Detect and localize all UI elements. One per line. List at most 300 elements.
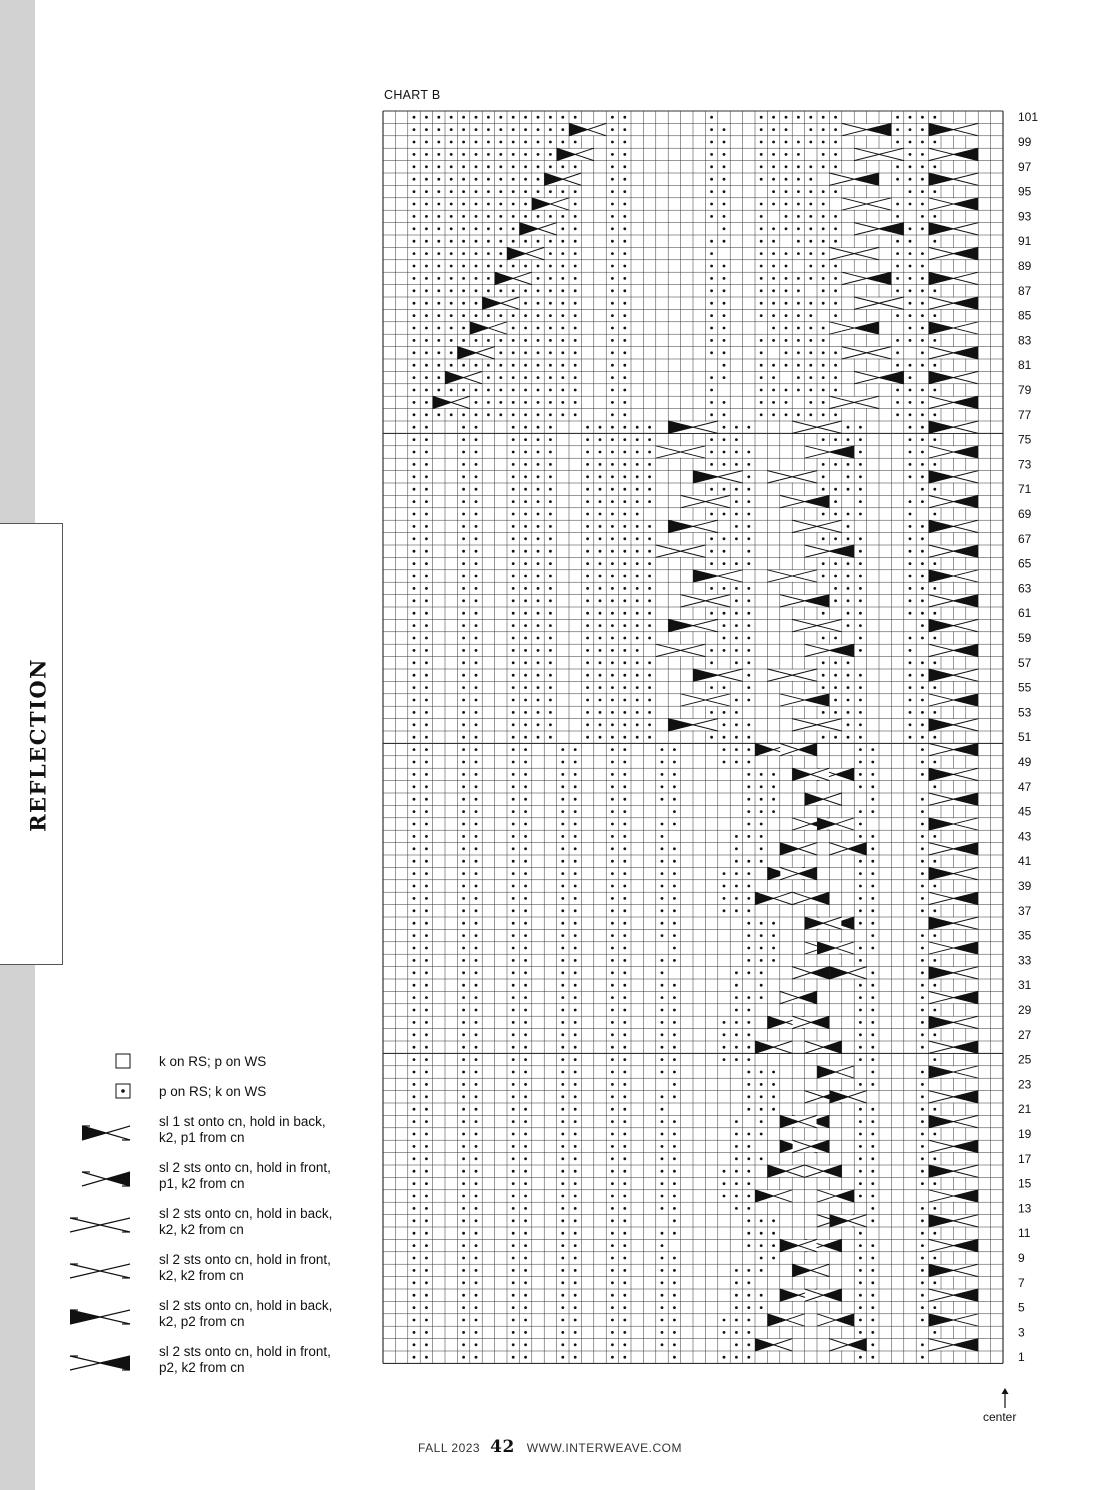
purl-dot [822,128,825,131]
purl-dot [785,339,788,342]
cable-mark [507,247,544,259]
purl-dot [673,748,676,751]
purl-dot [809,165,812,168]
purl-dot [462,1033,465,1036]
purl-dot [524,451,527,454]
purl-dot [661,1319,664,1322]
purl-dot [413,1033,416,1036]
purl-dot [475,1021,478,1024]
purl-dot [735,1033,738,1036]
purl-dot [574,339,577,342]
purl-dot [859,1269,862,1272]
purl-dot [785,215,788,218]
purl-dot [512,897,515,900]
purl-dot [512,947,515,950]
purl-dot [611,872,614,875]
cable-mark [929,123,979,135]
purl-dot [537,426,540,429]
purl-dot [611,475,614,478]
purl-dot [623,637,626,640]
purl-dot [921,996,924,999]
purl-dot [462,1319,465,1322]
purl-dot [760,1294,763,1297]
purl-dot [623,389,626,392]
purl-dot [710,661,713,664]
purl-dot [909,289,912,292]
purl-dot [822,413,825,416]
purl-dot [537,401,540,404]
purl-dot [487,153,490,156]
purl-dot [574,823,577,826]
cable-mark [656,446,706,458]
purl-dot [921,537,924,540]
purl-dot [462,1343,465,1346]
cable-mark [829,247,879,259]
cable-mark [929,446,979,458]
purl-dot [524,1207,527,1210]
purl-dot [462,996,465,999]
row-number: 47 [1018,779,1032,794]
purl-dot [574,1269,577,1272]
purl-dot [933,909,936,912]
purl-dot [462,624,465,627]
purl-dot [425,984,428,987]
purl-dot [475,575,478,578]
cable-mark [929,892,979,904]
legend-line: sl 2 sts onto cn, hold in back, [159,1206,333,1221]
purl-dot [859,723,862,726]
purl-dot [512,1170,515,1173]
purl-dot [723,488,726,491]
purl-dot [475,674,478,677]
purl-dot [574,1182,577,1185]
purl-dot [524,1269,527,1272]
purl-dot [834,376,837,379]
purl-dot [586,475,589,478]
purl-dot [747,1269,750,1272]
cable-mark [780,843,817,855]
purl-dot [512,1021,515,1024]
purl-dot [921,1343,924,1346]
purl-dot [834,302,837,305]
purl-dot [512,1195,515,1198]
purl-dot [623,1095,626,1098]
purl-dot [413,153,416,156]
purl-dot [723,302,726,305]
purl-dot [859,897,862,900]
purl-dot [599,562,602,565]
purl-dot [524,971,527,974]
purl-dot [871,947,874,950]
purl-dot [425,835,428,838]
cable-mark [482,297,519,309]
purl-dot [760,351,763,354]
purl-dot [537,302,540,305]
purl-dot [661,959,664,962]
purl-dot [425,847,428,850]
purl-dot [549,500,552,503]
purl-dot [797,116,800,119]
purl-dot [871,835,874,838]
cable-mark [805,793,842,805]
purl-dot [462,463,465,466]
purl-dot [661,1195,664,1198]
purl-dot [524,835,527,838]
purl-dot [425,748,428,751]
purl-dot [760,934,763,937]
purl-dot [475,897,478,900]
purl-dot [549,190,552,193]
purl-dot [611,327,614,330]
purl-dot [896,165,899,168]
purl-dot [661,872,664,875]
purl-dot [636,463,639,466]
purl-dot [574,1095,577,1098]
center-arrow-icon [999,1388,1011,1408]
purl-dot [623,178,626,181]
cable-mark [792,1140,829,1152]
purl-dot [723,562,726,565]
cable-mark [495,272,532,284]
purl-dot [735,1046,738,1049]
purl-dot [549,401,552,404]
purl-dot [723,1058,726,1061]
purl-dot [611,1269,614,1272]
purl-dot [512,475,515,478]
purl-dot [760,215,763,218]
purl-dot [623,835,626,838]
purl-dot [574,1356,577,1359]
purl-dot [760,252,763,255]
purl-dot [462,1281,465,1284]
legend-line: p on RS; k on WS [159,1084,267,1099]
purl-dot [524,996,527,999]
purl-dot [413,971,416,974]
purl-dot [921,1021,924,1024]
purl-dot [413,1269,416,1272]
row-number: 7 [1018,1275,1025,1290]
purl-dot [921,959,924,962]
purl-dot [512,1319,515,1322]
purl-dot [561,351,564,354]
purl-dot [933,1182,936,1185]
purl-dot [611,959,614,962]
purl-dot [859,860,862,863]
purl-dot [462,885,465,888]
purl-dot [710,327,713,330]
purl-dot [462,1009,465,1012]
purl-dot [735,748,738,751]
purl-dot [772,252,775,255]
purl-dot [710,252,713,255]
purl-dot [834,562,837,565]
purl-dot [537,165,540,168]
cable-mark [805,1165,842,1177]
purl-dot [437,351,440,354]
purl-dot [450,339,453,342]
purl-dot [760,277,763,280]
purl-dot [437,215,440,218]
purl-dot [623,413,626,416]
purl-dot [462,203,465,206]
purl-dot [437,364,440,367]
purl-dot [450,165,453,168]
purl-dot [537,711,540,714]
purl-dot [623,897,626,900]
purl-dot [921,984,924,987]
purl-dot [797,327,800,330]
purl-dot [574,996,577,999]
purl-dot [871,847,874,850]
purl-dot [537,736,540,739]
row-number: 85 [1018,308,1032,323]
purl-dot [921,451,924,454]
purl-dot [512,128,515,131]
purl-dot [475,401,478,404]
purl-dot [859,500,862,503]
purl-dot [574,1232,577,1235]
purl-dot [611,141,614,144]
purl-dot [475,612,478,615]
purl-dot [413,265,416,268]
purl-dot [896,203,899,206]
purl-dot [760,165,763,168]
purl-dot [475,934,478,937]
purl-dot [524,1095,527,1098]
purl-dot [921,835,924,838]
purl-dot [425,575,428,578]
purl-dot [648,736,651,739]
purl-dot [760,1232,763,1235]
purl-dot [847,475,850,478]
purl-dot [933,711,936,714]
purl-dot [921,1157,924,1160]
purl-dot [499,227,502,230]
purl-dot [834,674,837,677]
purl-dot [524,438,527,441]
purl-dot [611,339,614,342]
purl-dot [561,1009,564,1012]
purl-dot [822,116,825,119]
purl-dot [512,1343,515,1346]
purl-dot [623,141,626,144]
purl-dot [425,971,428,974]
purl-dot [859,1083,862,1086]
purl-dot [623,860,626,863]
purl-dot [673,773,676,776]
purl-dot [475,203,478,206]
purl-dot [623,1083,626,1086]
purl-dot [586,562,589,565]
purl-dot [896,215,899,218]
purl-dot [760,178,763,181]
purl-dot [909,413,912,416]
purl-dot [537,550,540,553]
purl-dot [462,513,465,516]
purl-dot [450,277,453,280]
purl-dot [921,401,924,404]
purl-dot [475,475,478,478]
purl-dot [747,1108,750,1111]
purl-dot [462,116,465,119]
purl-dot [549,240,552,243]
purl-dot [710,153,713,156]
purl-dot [512,885,515,888]
purl-dot [611,575,614,578]
purl-dot [561,1219,564,1222]
cable-mark [929,719,979,731]
purl-dot [834,513,837,516]
cable-mark [929,1190,979,1202]
purl-dot [611,748,614,751]
purl-dot [574,810,577,813]
purl-dot [512,141,515,144]
purl-dot [623,1046,626,1049]
purl-dot [475,537,478,540]
purl-dot [537,686,540,689]
purl-dot [636,488,639,491]
purl-dot [735,1009,738,1012]
purl-dot [735,451,738,454]
purl-dot [933,1133,936,1136]
purl-dot [710,451,713,454]
purl-dot [574,1306,577,1309]
purl-dot [475,513,478,516]
purl-dot [822,215,825,218]
purl-dot [921,277,924,280]
purl-dot [487,314,490,317]
purl-dot [425,661,428,664]
purl-dot [487,339,490,342]
purl-dot [413,1021,416,1024]
purl-dot [723,761,726,764]
purl-dot [611,203,614,206]
purl-dot [524,178,527,181]
purl-dot [834,277,837,280]
purl-dot [760,1157,763,1160]
purl-dot [413,736,416,739]
purl-dot [462,190,465,193]
purl-dot [822,711,825,714]
purl-dot [673,810,676,813]
purl-dot [475,438,478,441]
purl-dot [561,128,564,131]
purl-dot [524,1182,527,1185]
purl-dot [611,413,614,416]
purl-dot [673,1083,676,1086]
purl-dot [623,165,626,168]
purl-dot [537,612,540,615]
purl-dot [747,488,750,491]
cable-mark [767,1165,804,1177]
purl-dot [822,674,825,677]
purl-dot [735,847,738,850]
purl-dot [611,674,614,677]
purl-dot [413,699,416,702]
purl-dot [450,227,453,230]
purl-dot [537,314,540,317]
purl-dot [921,823,924,826]
purl-dot [512,1269,515,1272]
purl-dot [859,810,862,813]
purl-dot [623,612,626,615]
cable-mark [792,520,842,532]
purl-dot [462,761,465,764]
purl-dot [586,438,589,441]
purl-dot [661,1257,664,1260]
purl-dot [921,314,924,317]
purl-dot [413,798,416,801]
purl-dot [834,141,837,144]
purl-dot [413,909,416,912]
purl-dot [859,1319,862,1322]
purl-dot [871,860,874,863]
purl-dot [413,575,416,578]
purl-dot [462,364,465,367]
purl-dot [512,1033,515,1036]
purl-dot [760,1257,763,1260]
page-number: 42 [490,1437,515,1457]
purl-dot [921,1133,924,1136]
purl-dot [537,562,540,565]
purl-dot [723,190,726,193]
purl-dot [834,215,837,218]
purl-dot [921,475,924,478]
purl-dot [933,984,936,987]
purl-dot [549,327,552,330]
purl-dot [462,178,465,181]
purl-dot [723,872,726,875]
purl-dot [933,314,936,317]
purl-dot [623,1009,626,1012]
purl-dot [425,302,428,305]
purl-dot [425,451,428,454]
purl-dot [735,525,738,528]
cable-mark [792,619,842,631]
purl-dot [462,265,465,268]
purl-dot [561,798,564,801]
cable-mark [755,892,792,904]
purl-dot [909,537,912,540]
purl-dot [822,240,825,243]
purl-dot [425,872,428,875]
purl-dot [648,723,651,726]
purl-dot [611,823,614,826]
purl-dot [475,1232,478,1235]
purl-dot [462,426,465,429]
purl-dot [475,1133,478,1136]
purl-dot [623,736,626,739]
purl-dot [524,711,527,714]
purl-dot [822,153,825,156]
purl-dot [611,289,614,292]
purl-dot [413,376,416,379]
purl-dot [611,537,614,540]
purl-dot [909,277,912,280]
purl-dot [623,1269,626,1272]
purl-dot [673,909,676,912]
purl-dot [661,1145,664,1148]
purl-dot [611,190,614,193]
purl-dot [760,389,763,392]
purl-dot [537,575,540,578]
legend-item [0,1160,360,1206]
purl-dot [462,909,465,912]
purl-dot [772,190,775,193]
cable-mark [929,421,979,433]
purl-dot [623,252,626,255]
purl-dot [921,351,924,354]
